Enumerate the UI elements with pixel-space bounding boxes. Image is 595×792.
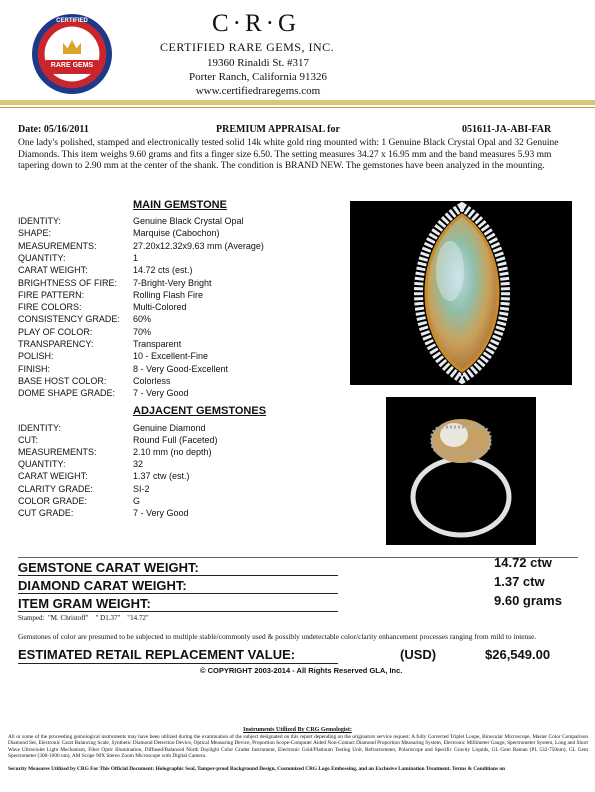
spec-value: 70%	[133, 326, 152, 337]
rule-3	[18, 611, 338, 612]
spec-value: 14.72 cts (est.)	[133, 265, 193, 276]
opal-ring-photo	[350, 201, 572, 385]
spec-label: BRIGHTNESS OF FIRE:	[18, 277, 118, 288]
header-divider	[0, 107, 595, 108]
instruments-title: Instruments Utilized By CRG Gemologist:	[243, 727, 352, 733]
spec-label: CARAT WEIGHT:	[18, 265, 88, 276]
gemstone-carat-label: GEMSTONE CARAT WEIGHT:	[18, 560, 199, 575]
spec-value: 10 - Excellent-Fine	[133, 351, 209, 362]
diamond-carat-value: 1.37 ctw	[494, 574, 545, 589]
spec-value: Genuine Diamond	[133, 423, 206, 433]
spec-label: DOME SHAPE GRADE:	[18, 388, 116, 399]
instruments-text: All or some of the proceeding gemological instruments may have been utilized during the examination of the subject designated on this report depending on the originators service request: A fully Corrected Triplet Loupe, Binocular Microscope, Master Color Comparison Diamond Set, Electronic Carat Balancing Scale, Synthetic Diamond Detection Device, Optical Measuring Device, Proportion Scope-Computer Aided Non-Contact Diamond Proportion Measuring System, Electronic Millimeter Gauge, Spectrometer System, Long and Short Wave Ultraviolet Light Mechanism, Fiber Optic Illumination, Diffused/Balanced North Daylight Color Grader Instrument, Electronic Gold/Platinum Testing Unit, Refractometer, Polariscope and Specific Gravity Liquids, GL Gem Raman (PL 532-750nm), GL Gem Spectrometer (300-1000 nm), AM Scope 90X Stereo Zoom Microscope with Digital Camera.	[8, 734, 588, 760]
spec-value: 1	[133, 252, 139, 263]
spec-value: 2.10 mm (no depth)	[133, 447, 212, 458]
spec-value: SI-2	[133, 483, 150, 494]
spec-value: 27.20x12.32x9.63 mm (Average)	[133, 240, 264, 251]
spec-value: Rolling Flash Fire	[133, 289, 204, 300]
opal-ring-image	[350, 201, 572, 385]
adjacent-gemstones-title: ADJACENT GEMSTONES	[133, 405, 267, 417]
spec-label: CONSISTENCY GRADE:	[18, 314, 120, 325]
spec-value: 7-Bright-Very Bright	[133, 277, 212, 288]
appraisal-title: PREMIUM APPRAISAL for	[216, 124, 340, 135]
main-gemstone-specs	[18, 215, 328, 405]
rule-4	[18, 663, 338, 664]
spec-value: Multi-Colored	[133, 302, 187, 313]
diamond-carat-label: DIAMOND CARAT WEIGHT:	[18, 578, 187, 593]
main-gemstone-title: MAIN GEMSTONE	[133, 199, 227, 211]
color-disclaimer: Gemstones of color are presumed to be subjected to multiple stable/commonly used & possibly undetectable color/clarity enhancement processes ranging from mild to intense.	[18, 632, 537, 641]
spec-label: CUT:	[18, 435, 38, 446]
spec-value: Round Full (Faceted)	[133, 435, 218, 446]
item-gram-label: ITEM GRAM WEIGHT:	[18, 596, 151, 611]
company-name: CERTIFIED RARE GEMS, INC.	[160, 40, 335, 54]
spec-value: Transparent	[133, 339, 182, 349]
seal-ring-text: CERTIFIED	[56, 18, 88, 24]
spec-label: CARAT WEIGHT:	[18, 471, 88, 482]
spec-value: 8 - Very Good-Excellent	[133, 363, 229, 374]
spec-label: PLAY OF COLOR:	[18, 326, 93, 337]
copyright: © COPYRIGHT 2003-2014 - All Rights Reserved GLA, Inc.	[200, 666, 403, 675]
seal-banner-text: RARE GEMS	[50, 62, 94, 69]
rule-1	[18, 575, 338, 576]
spec-label: BASE HOST COLOR:	[18, 375, 107, 386]
spec-value: 60%	[133, 314, 152, 325]
spec-value: G	[133, 495, 141, 506]
spec-label: CLARITY GRADE:	[18, 483, 93, 494]
retail-currency: (USD)	[400, 647, 437, 662]
spec-label: FIRE PATTERN:	[18, 289, 85, 300]
ring-side-image	[386, 397, 536, 545]
company-address	[188, 56, 328, 98]
spec-label: COLOR GRADE:	[18, 495, 88, 506]
spec-value: Colorless	[133, 375, 171, 386]
item-gram-value: 9.60 grams	[494, 593, 562, 608]
brand-title: C·R·G	[212, 10, 301, 37]
header-gold-bar	[0, 100, 595, 105]
retail-value-label: ESTIMATED RETAIL REPLACEMENT VALUE:	[18, 647, 296, 662]
ring-side-photo	[386, 397, 536, 545]
address-line-2: Porter Ranch, California 91326	[188, 71, 328, 83]
address-line-1: 19360 Rinaldi St. #317	[206, 57, 310, 69]
spec-value: 7 - Very Good	[133, 507, 189, 518]
appraisal-date: Date: 05/16/2011	[18, 124, 89, 135]
gemstone-carat-value: 14.72 ctw	[494, 555, 552, 570]
website-link[interactable]: www.certifiedraregems.com	[195, 85, 321, 97]
spec-label: IDENTITY:	[18, 423, 62, 433]
spec-value: Genuine Black Crystal Opal	[133, 216, 244, 226]
spec-value: 1.37 ctw (est.)	[133, 471, 190, 482]
rule-2	[18, 593, 338, 594]
adjacent-gemstones-specs	[18, 422, 328, 522]
appraisal-number: 051611-JA-ABI-FAR	[462, 124, 552, 135]
spec-label: FINISH:	[18, 363, 51, 374]
security-text: Security Measures Utilized by CRG For This Official Document: Holographic Seal, Tamper-proof Background Design, Customized CRG Logo Embossing, and an Exclusive Lamination Treatment. Terms & Conditions on	[8, 766, 505, 772]
spec-label: MEASUREMENTS:	[18, 240, 97, 251]
retail-value: $26,549.00	[485, 647, 551, 662]
spec-label: SHAPE:	[18, 228, 52, 239]
crg-seal-logo	[32, 14, 112, 94]
spec-label: MEASUREMENTS:	[18, 447, 97, 458]
spec-value: Marquise (Cabochon)	[133, 228, 220, 239]
spec-value: 32	[133, 459, 144, 470]
appraisal-description: One lady's polished, stamped and electronically tested solid 14k white gold ring mounted with: 1 Genuine Black Crystal Opal and 32 Genuine Diamonds. This item weighs 9.60 grams and fits a finger size 6.50. The setting measures 34.27 x 16.95 mm and the band measures 5.93 mm tapering down to 2.90 mm at the center of the shank. The condition is BRAND NEW. The gemstones have been analyzed in the mounting.	[18, 138, 559, 172]
stamped-text: Stamped: "M. Christoff" " D1.37" "14.72"	[18, 614, 149, 622]
spec-label: QUANTITY:	[18, 459, 66, 470]
spec-label: POLISH:	[18, 351, 54, 362]
spec-label: IDENTITY:	[18, 216, 62, 226]
spec-label: TRANSPARENCY:	[18, 339, 94, 349]
spec-label: FIRE COLORS:	[18, 302, 82, 313]
spec-label: CUT GRADE:	[18, 507, 74, 518]
spec-label: QUANTITY:	[18, 252, 66, 263]
spec-value: 7 - Very Good	[133, 388, 189, 399]
